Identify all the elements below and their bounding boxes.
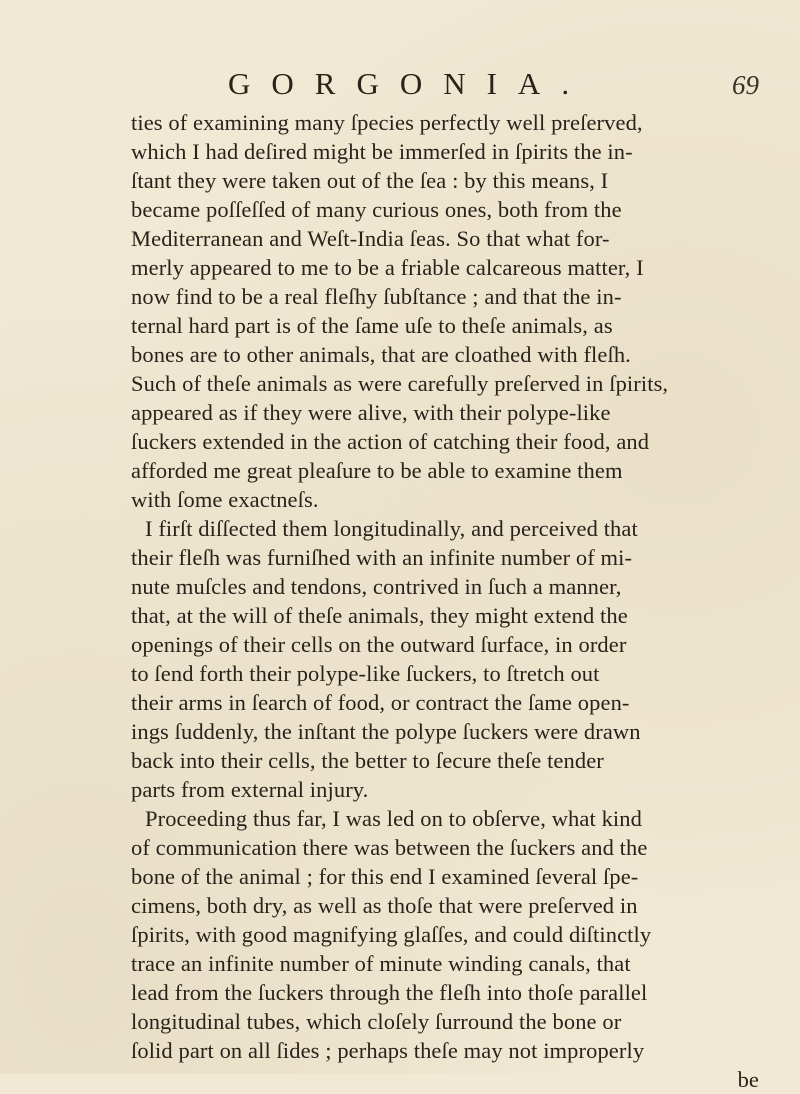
text-line: that, at the will of theſe animals, they might extend the <box>131 603 628 628</box>
text-line: bones are to other animals, that are cloathed with fleſh. <box>131 342 631 367</box>
text-line: now find to be a real fleſhy ſubſtance ; and that the in- <box>131 284 622 309</box>
text-line: ternal hard part is of the ſame uſe to theſe animals, as <box>131 313 613 338</box>
text-line: with ſome exactneſs. <box>131 487 319 512</box>
text-line: ings ſuddenly, the inſtant the polype ſuckers were drawn <box>131 719 641 744</box>
page-number: 69 <box>732 70 759 100</box>
text-line: of communication there was between the ſuckers and the <box>131 835 648 860</box>
text-line: parts from external injury. <box>131 777 369 802</box>
catchword: be <box>737 1067 759 1092</box>
text-line: cimens, both dry, as well as thoſe that were preſerved in <box>131 893 638 918</box>
text-line: ſuckers extended in the action of catching their food, and <box>131 429 650 454</box>
text-line: I firſt diſſected them longitudinally, and perceived that <box>145 516 638 541</box>
body-text <box>131 108 771 1094</box>
text-line: openings of their cells on the outward ſurface, in order <box>131 632 627 657</box>
text-line: Such of theſe animals as were carefully preſerved in ſpirits, <box>131 371 669 396</box>
running-head: GORGONIA. <box>228 66 591 101</box>
text-line: ſtant they were taken out of the ſea : by this means, I <box>131 168 609 193</box>
text-line: to ſend forth their polype-like ſuckers, to ſtretch out <box>131 661 600 686</box>
text-line: their arms in ſearch of food, or contract the ſame open- <box>131 690 630 715</box>
text-line: longitudinal tubes, which cloſely ſurround the bone or <box>131 1009 622 1034</box>
text-line: lead from the ſuckers through the fleſh into thoſe parallel <box>131 980 648 1005</box>
text-line: their fleſh was furniſhed with an infinite number of mi- <box>131 545 633 570</box>
text-line: afforded me great pleaſure to be able to examine them <box>131 458 623 483</box>
text-line: bone of the animal ; for this end I examined ſeveral ſpe- <box>131 864 639 889</box>
text-line: nute muſcles and tendons, contrived in ſuch a manner, <box>131 574 622 599</box>
text-line: merly appeared to me to be a friable calcareous matter, I <box>131 255 644 280</box>
text-line: ties of examining many ſpecies perfectly well preſerved, <box>131 110 643 135</box>
text-line: ſpirits, with good magnifying glaſſes, and could diſtinctly <box>131 922 652 947</box>
text-line: which I had deſired might be immerſed in ſpirits the in- <box>131 139 633 164</box>
text-line: trace an infinite number of minute winding canals, that <box>131 951 631 976</box>
text-line: Proceeding thus far, I was led on to obſerve, what kind <box>145 806 642 831</box>
text-line: Mediterranean and Weſt-India ſeas. So that what for- <box>131 226 610 251</box>
text-line: back into their cells, the better to ſecure theſe tender <box>131 748 604 773</box>
text-line: appeared as if they were alive, with their polype-like <box>131 400 611 425</box>
text-line: ſolid part on all ſides ; perhaps theſe may not improperly <box>131 1038 645 1063</box>
text-line: became poſſeſſed of many curious ones, both from the <box>131 197 622 222</box>
